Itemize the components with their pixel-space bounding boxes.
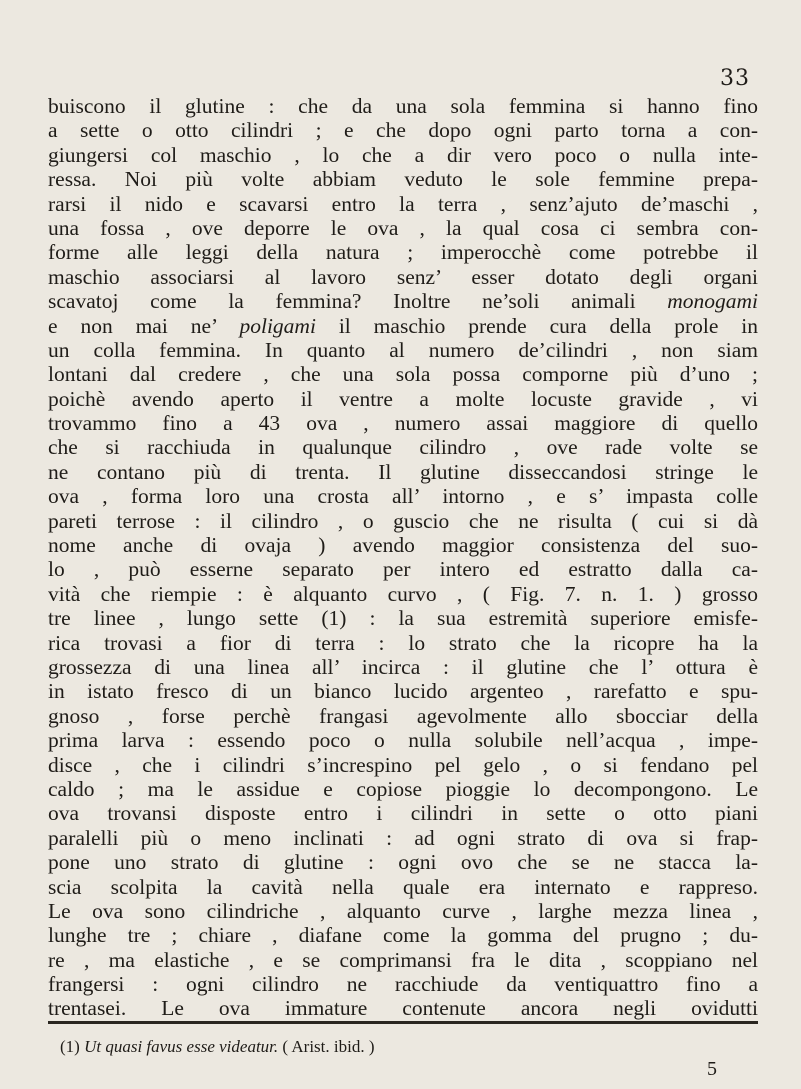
footnote-marker: (1) — [60, 1037, 80, 1056]
text-line: lunghe tre ; chiare , diafane come la gomma del prugno ; du- — [48, 923, 758, 948]
text-line: tre linee , lungo sette (1) : la sua estremità superiore emisfe- — [48, 606, 758, 631]
text-line: trentasei. Le ova immature contenute ancora negli ovidutti — [48, 996, 758, 1021]
text-line: ne contano più di trenta. Il glutine disseccandosi stringe le — [48, 459, 758, 484]
text-line: nome anche di ovaja ) avendo maggior consistenza del suo- — [48, 533, 758, 558]
text-line: lontani dal credere , che una sola possa comporne più d’uno ; — [48, 362, 758, 387]
text-line: a sette o otto cilindri ; e che dopo ogni parto torna a con- — [48, 118, 758, 143]
page-number: 33 — [720, 66, 750, 91]
text-line: frangersi : ogni cilindro ne racchiude da ventiquattro fino a — [48, 972, 758, 997]
text-line: Le ova sono cilindriche , alquanto curve , larghe mezza linea , — [48, 898, 758, 923]
text-line: buiscono il glutine : che da una sola femmina si hanno fino — [48, 94, 758, 118]
text-line: lo , può esserne separato per intero ed estratto dalla ca- — [48, 557, 758, 582]
text-line: che si racchiuda in qualunque cilindro , ove rade volte se — [48, 435, 758, 460]
signature-mark: 5 — [707, 1058, 717, 1080]
text-line: trovammo fino a 43 ova , numero assai maggiore di quello — [48, 411, 758, 436]
text-line: giungersi col maschio , lo che a dir vero poco o nulla inte- — [48, 142, 758, 167]
text-line: maschio associarsi al lavoro senz’ esser dotato degli organi — [48, 264, 758, 289]
text-line: forme alle leggi della natura ; imperocchè come potrebbe il — [48, 240, 758, 265]
footnote — [60, 1037, 375, 1057]
text-line: rarsi il nido e scavarsi entro la terra , senz’ajuto de’maschi , — [48, 191, 758, 216]
text-line: caldo ; ma le assidue e copiose pioggie lo decompongono. Le — [48, 776, 758, 801]
footnote-quote: Ut quasi favus esse videatur. — [84, 1037, 279, 1056]
text-line: vità che riempie : è alquanto curvo , ( Fig. 7. n. 1. ) grosso — [48, 581, 758, 606]
text-line: rica trovasi a fior di terra : lo strato che la ricopre ha la — [48, 630, 758, 655]
text-line: e non mai ne’ poligami il maschio prende cura della prole in — [48, 313, 758, 338]
text-line: scavatoj come la femmina? Inoltre ne’soli animali monogami — [48, 289, 758, 314]
footnote-citation: ( Arist. ibid. ) — [282, 1037, 375, 1056]
text-line: in istato fresco di un bianco lucido argenteo , rarefatto e spu- — [48, 679, 758, 704]
text-line: una fossa , ove deporre le ova , la qual cosa ci sembra con- — [48, 215, 758, 240]
text-line: pone uno strato di glutine : ogni ovo che se ne stacca la- — [48, 850, 758, 875]
text-line: ova trovansi disposte entro i cilindri in sette o otto piani — [48, 801, 758, 826]
text-line: prima larva : essendo poco o nulla solubile nell’acqua , impe- — [48, 728, 758, 753]
text-line: un colla femmina. In quanto al numero de’cilindri , non siam — [48, 337, 758, 362]
text-line: re , ma elastiche , e se comprimansi fra le dita , scoppiano nel — [48, 947, 758, 972]
text-line: poichè avendo aperto il ventre a molte locuste gravide , vi — [48, 386, 758, 411]
text-line: disce , che i cilindri s’increspino pel gelo , o si fendano pel — [48, 752, 758, 777]
body-text — [48, 94, 758, 1021]
text-line: grossezza di una linea all’ incirca : il glutine che l’ ottura è — [48, 654, 758, 679]
text-line: ressa. Noi più volte abbiam veduto le sole femmine prepa- — [48, 167, 758, 192]
text-line: gnoso , forse perchè frangasi agevolmente allo sbocciar della — [48, 703, 758, 728]
text-line: ova , forma loro una crosta all’ intorno , e s’ impasta colle — [48, 484, 758, 509]
text-line: pareti terrose : il cilindro , o guscio che ne risulta ( cui si dà — [48, 508, 758, 533]
footnote-rule — [48, 1021, 758, 1024]
text-line: paralelli più o meno inclinati : ad ogni strato di ova si frap- — [48, 825, 758, 850]
text-line: scia scolpita la cavità nella quale era internato e rappreso. — [48, 874, 758, 899]
